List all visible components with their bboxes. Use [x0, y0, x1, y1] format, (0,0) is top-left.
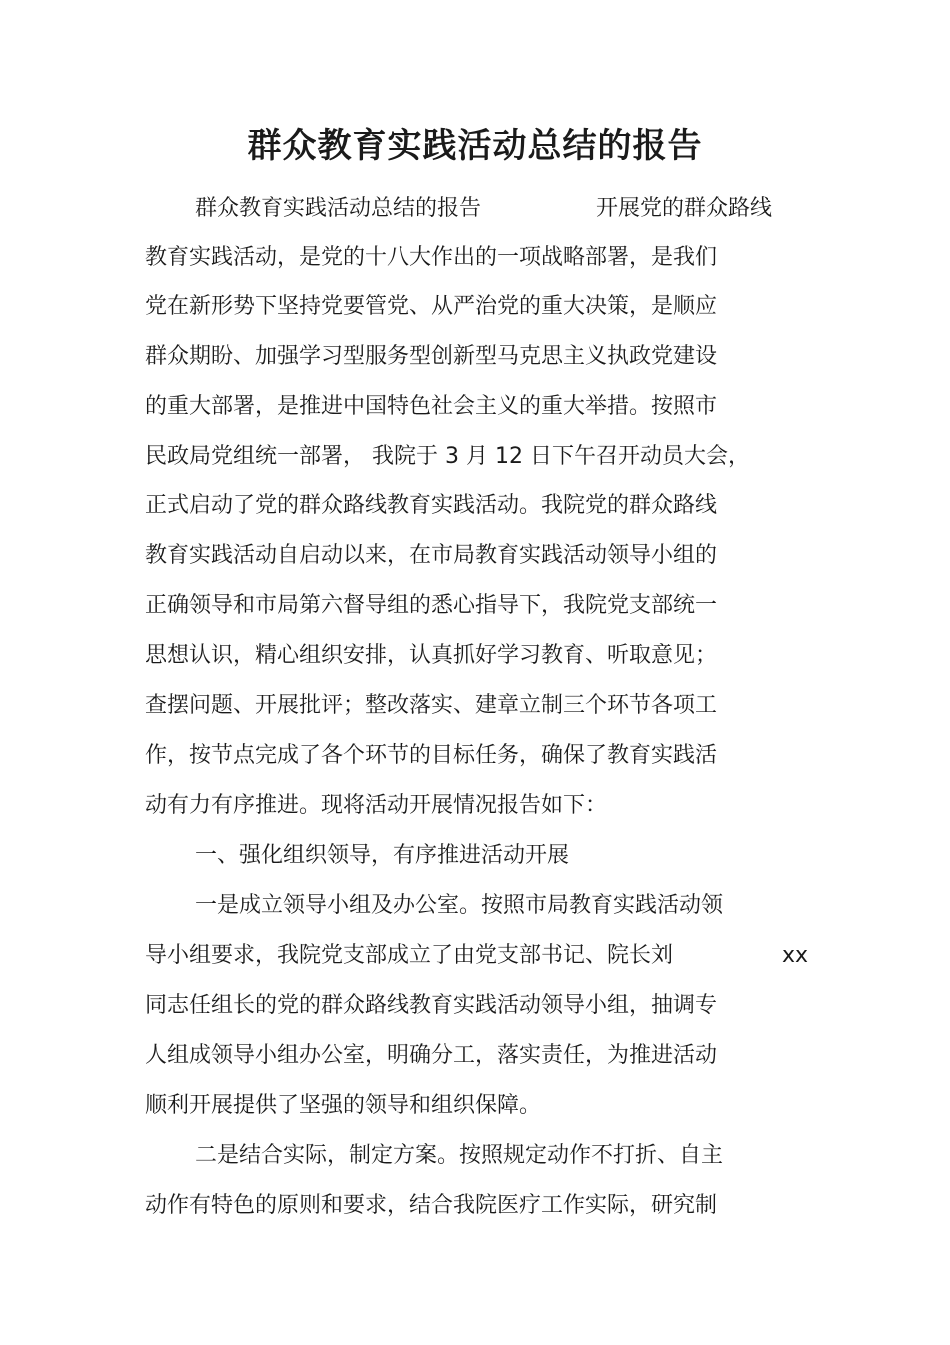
paragraph-line: 正式启动了党的群众路线教育实践活动。我院党的群众路线 [145, 493, 718, 518]
paragraph-line: 党在新形势下坚持党要管党、从严治党的重大决策，是顺应 [145, 294, 718, 319]
paragraph-line: 同志任组长的党的群众路线教育实践活动领导小组，抽调专 [145, 993, 718, 1018]
paragraph-line: 群众教育实践活动总结的报告 [195, 196, 482, 221]
paragraph-line: 教育实践活动，是党的十八大作出的一项战略部署，是我们 [145, 245, 718, 270]
paragraph-line: 民政局党组统一部署， 我院于 3 月 12 日下午召开动员大会， [145, 444, 750, 469]
paragraph-line: 导小组要求，我院党支部成立了由党支部书记、院长刘 [145, 943, 674, 968]
paragraph-line: 二是结合实际，制定方案。按照规定动作不打折、自主 [195, 1143, 724, 1168]
paragraph-line: 的重大部署，是推进中国特色社会主义的重大举措。按照市 [145, 394, 718, 419]
paragraph-line: 动有力有序推进。现将活动开展情况报告如下： [145, 793, 608, 818]
paragraph-line-fragment: xx [782, 943, 809, 968]
paragraph-line: 教育实践活动自启动以来，在市局教育实践活动领导小组的 [145, 543, 718, 568]
paragraph-line: 一是成立领导小组及办公室。按照市局教育实践活动领 [195, 893, 724, 918]
paragraph-line: 人组成领导小组办公室，明确分工，落实责任，为推进活动 [145, 1043, 718, 1068]
paragraph-line: 动作有特色的原则和要求，结合我院医疗工作实际，研究制 [145, 1193, 718, 1218]
document-title: 群众教育实践活动总结的报告 [247, 126, 703, 166]
paragraph-line: 作，按节点完成了各个环节的目标任务，确保了教育实践活 [145, 743, 718, 768]
paragraph-line: 顺利开展提供了坚强的领导和组织保障。 [145, 1093, 542, 1118]
paragraph-line: 查摆问题、开展批评；整改落实、建章立制三个环节各项工 [145, 693, 718, 718]
paragraph-line-fragment: 开展党的群众路线 [596, 196, 773, 221]
paragraph-line: 思想认识，精心组织安排，认真抓好学习教育、听取意见； [145, 643, 718, 668]
paragraph-line: 群众期盼、加强学习型服务型创新型马克思主义执政党建设 [145, 344, 718, 369]
paragraph-line: 正确领导和市局第六督导组的悉心指导下，我院党支部统一 [145, 593, 718, 618]
section-heading: 一、强化组织领导，有序推进活动开展 [195, 843, 570, 868]
